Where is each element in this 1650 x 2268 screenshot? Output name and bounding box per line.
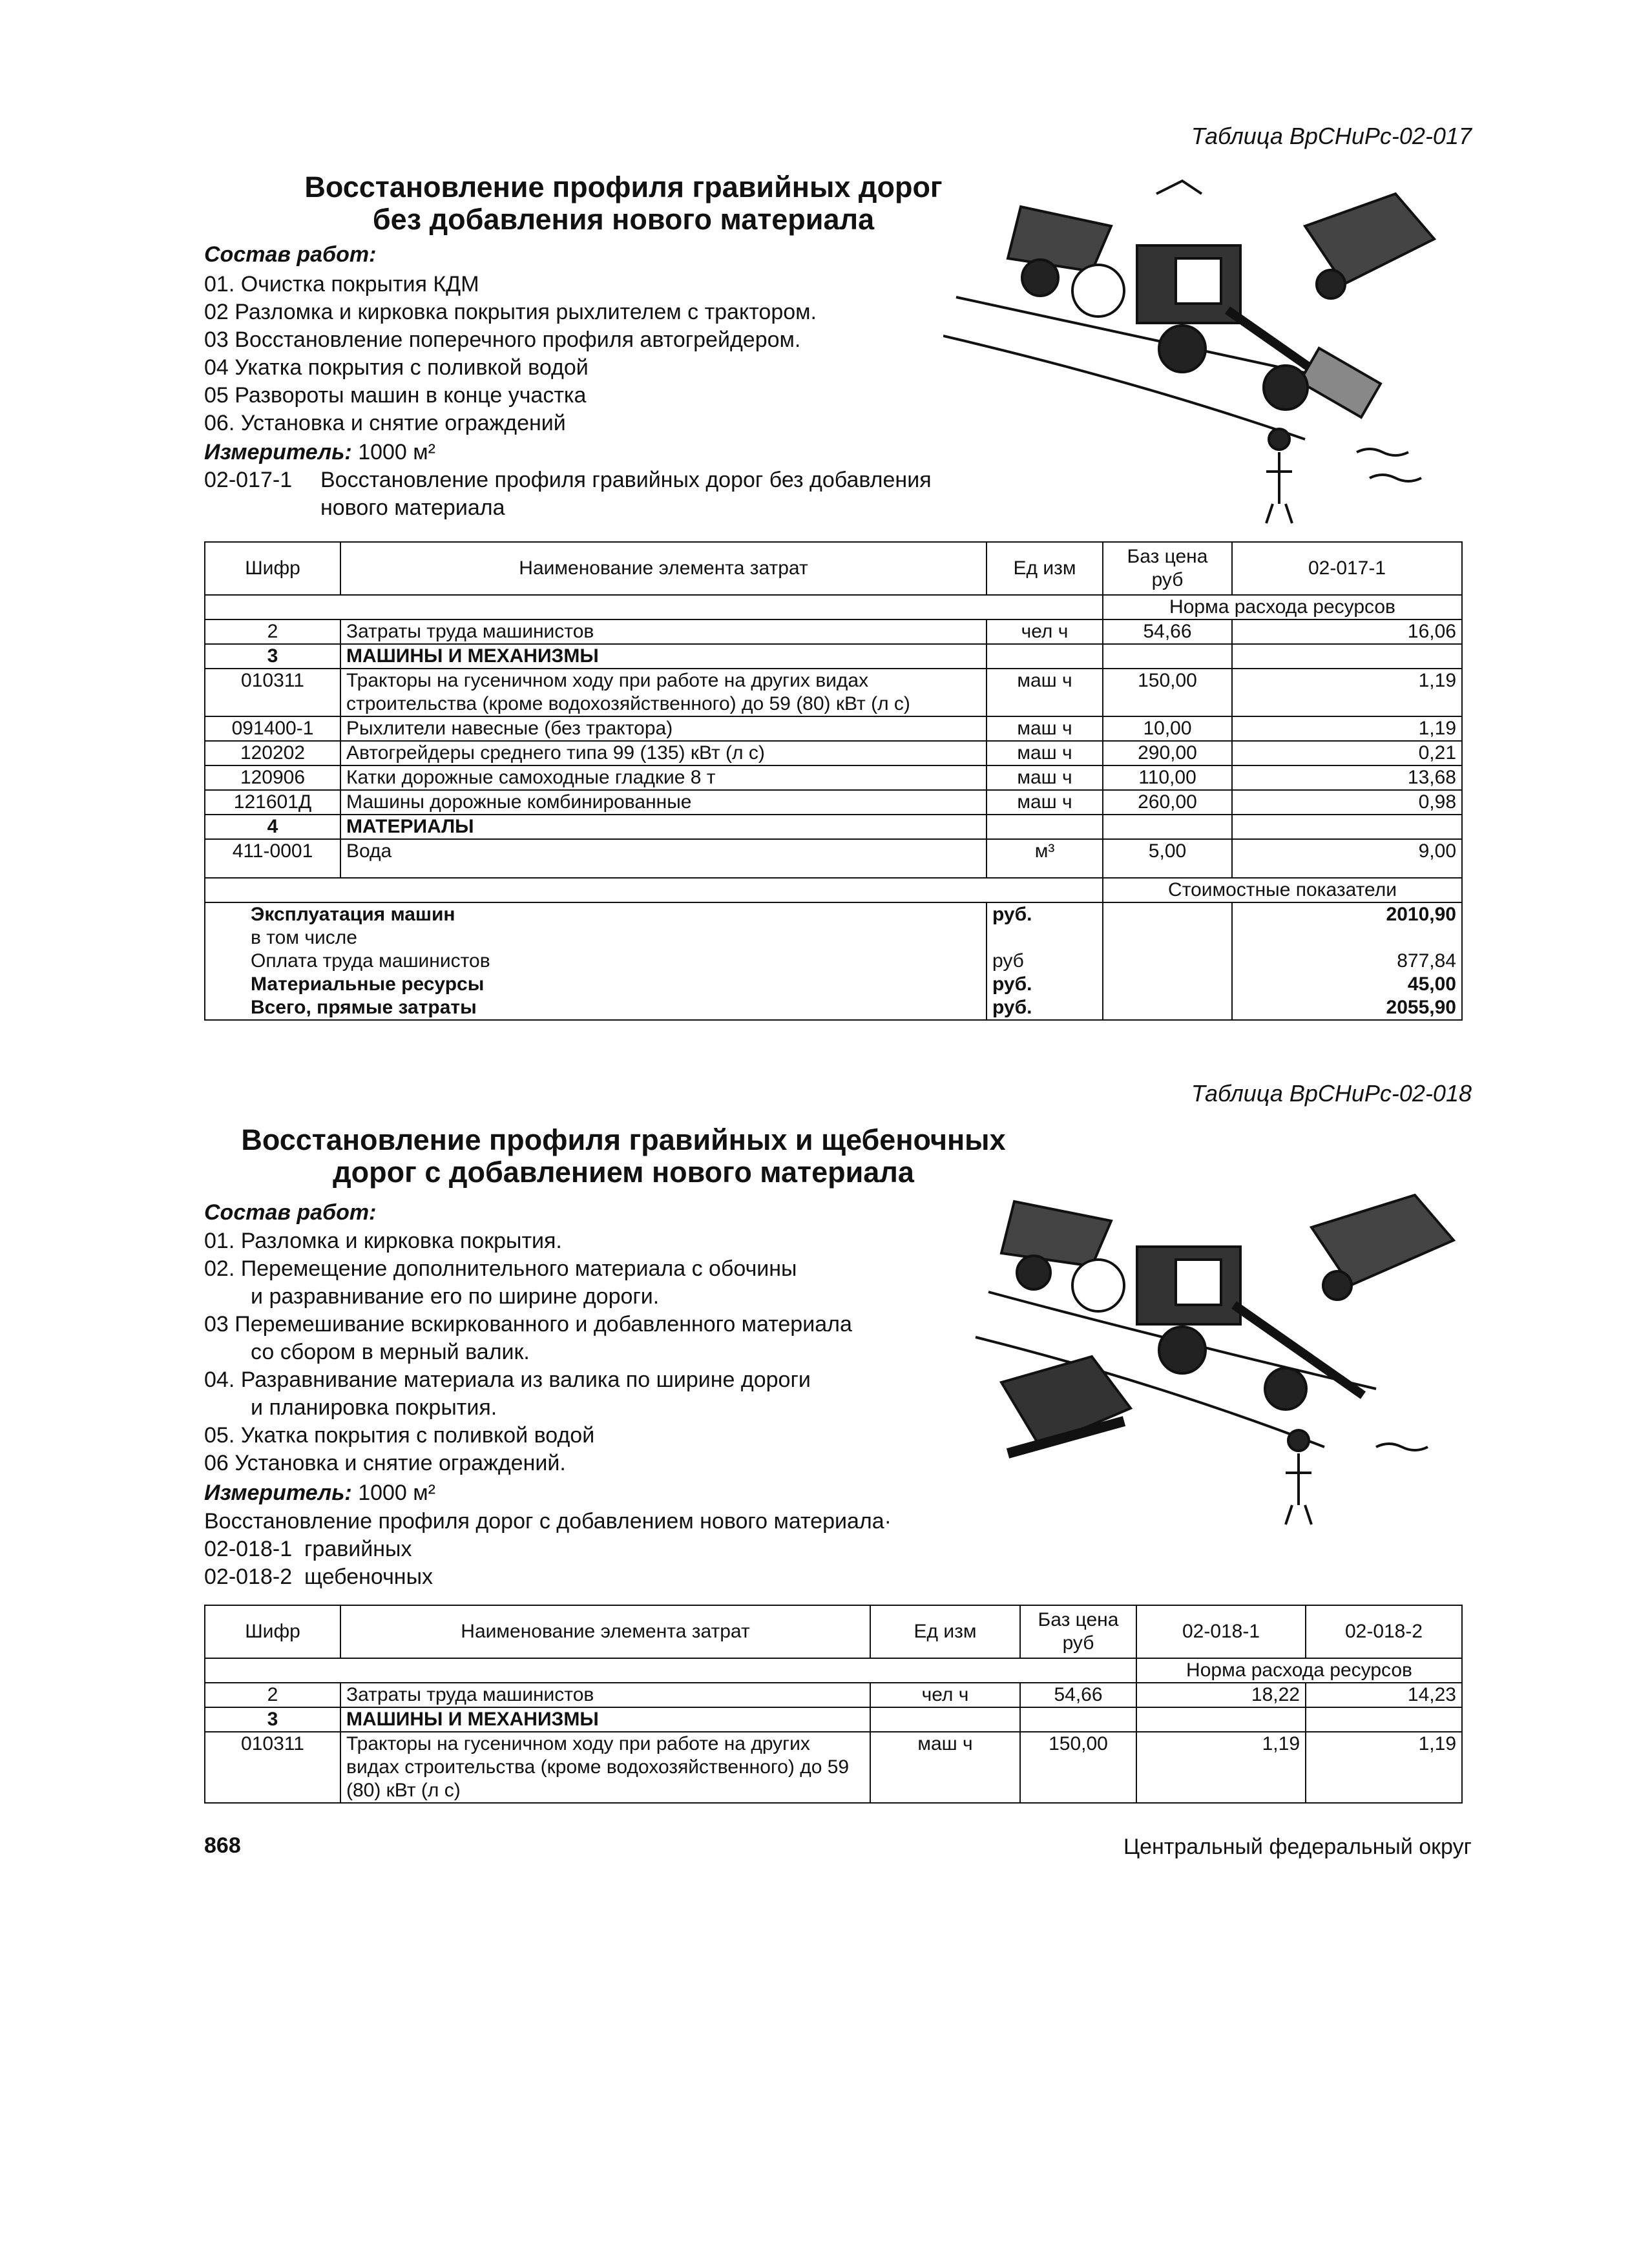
row-value: 1,19 [1306,1732,1462,1803]
row-unit: маш ч [987,741,1103,765]
header-price: Баз цена руб [1020,1605,1136,1658]
spacer-cell [205,1658,1136,1683]
summary-spacer [1103,902,1232,1020]
row-value: 9,00 [1232,839,1462,878]
row-code: 010311 [205,669,340,716]
row-code: 2 [205,1683,340,1707]
row-name: Катки дорожные самоходные гладкие 8 т [340,765,987,790]
section-title [245,171,1001,236]
step: 06 Установка и снятие ограждений. [204,1451,566,1475]
spacer-cell [205,878,1103,902]
row-name: МАШИНЫ И МЕХАНИЗМЫ [340,1707,870,1732]
row-price: 5,00 [1103,839,1232,878]
row-value: 14,23 [1306,1683,1462,1707]
row-code: 010311 [205,1732,340,1803]
footer-region: Центральный федеральный округ [1123,1835,1472,1859]
item-code: 02-017-1 [204,468,293,492]
summary-value: 877,84 [1397,950,1456,972]
row-code: 3 [205,644,340,669]
row-unit: маш ч [987,765,1103,790]
row-price: 110,00 [1103,765,1232,790]
row-name: Вода [340,839,987,878]
row-unit: чел ч [870,1683,1020,1707]
row-value [1306,1707,1462,1732]
step: и разравнивание его по ширине дороги. [251,1284,660,1309]
step: 03 Восстановление поперечного профиля автогрейдером. [204,328,801,352]
norm-label: Норма расхода ресурсов [1136,1658,1462,1683]
step: 04. Разравнивание материала из валика по ширине дороги [204,1368,811,1392]
summary-value: 45,00 [1407,973,1456,995]
item-desc-line: нового материала [320,495,505,520]
header-unit: Ед изм [870,1605,1020,1658]
meter-label: Измеритель: [204,440,352,464]
row-unit: маш ч [987,716,1103,741]
norm-label: Норма расхода ресурсов [1103,595,1462,619]
item-row [204,1535,433,1563]
row-value: 1,19 [1232,669,1462,716]
summary-value: 2055,90 [1386,997,1456,1018]
row-unit: маш ч [987,669,1103,716]
step: 03 Перемешивание вскиркованного и добавленного материала [204,1312,852,1337]
meter-line [204,1479,435,1507]
item-row [204,1563,433,1591]
row-value: 18,22 [1136,1683,1306,1707]
step: 02. Перемещение дополнительного материала с обочины [204,1256,797,1281]
row-price: 260,00 [1103,790,1232,815]
meter-label: Измеритель: [204,1481,352,1505]
resource-table-1 [204,541,1463,1021]
summary-values [1232,902,1462,1020]
row-value [1232,815,1462,839]
cost-label: Стоимостные показатели [1103,878,1462,902]
spacer-cell [205,595,1103,619]
row-name: МАТЕРИАЛЫ [340,815,987,839]
header-col1: 02-017-1 [1232,542,1462,595]
summary-label: Оплата труда машинистов [251,950,490,972]
row-price [1020,1707,1136,1732]
row-code: 120202 [205,741,340,765]
row-name: Затраты труда машинистов [340,1683,870,1707]
row-code: 121601Д [205,790,340,815]
step: и планировка покрытия. [251,1395,497,1420]
summary-value [1238,926,1456,950]
work-steps [204,271,817,437]
summary-label: Всего, прямые затраты [251,997,477,1018]
row-name: Рыхлители навесные (без трактора) [340,716,987,741]
summary-units [987,902,1103,1020]
row-price [1103,815,1232,839]
header-unit: Ед изм [987,542,1103,595]
road-machinery-illustration [963,1176,1492,1537]
row-value: 1,19 [1136,1732,1306,1803]
summary-unit: руб. [992,973,1032,995]
title-line: дорог с добавлением нового материала [333,1156,914,1189]
summary-unit: руб. [992,904,1032,925]
header-name: Наименование элемента затрат [340,1605,870,1658]
page-number: 868 [204,1833,241,1858]
section-title [194,1124,1053,1189]
item-desc: щебеночных [304,1565,433,1589]
item-list [204,1535,433,1591]
row-name: МАШИНЫ И МЕХАНИЗМЫ [340,644,987,669]
row-value [1232,644,1462,669]
title-line: Восстановление профиля гравийных дорог [304,171,943,203]
composition-header: Состав работ: [204,242,377,267]
step: 06. Установка и снятие ограждений [204,411,566,435]
row-price: 54,66 [1020,1683,1136,1707]
step: 01. Очистка покрытия КДМ [204,272,479,297]
row-price: 150,00 [1020,1732,1136,1803]
summary-value: 2010,90 [1386,904,1456,925]
row-value: 13,68 [1232,765,1462,790]
row-code: 091400-1 [205,716,340,741]
title-line: без добавления нового материала [372,203,875,236]
row-value: 0,21 [1232,741,1462,765]
row-code: 2 [205,619,340,644]
row-unit [987,644,1103,669]
resource-table-2 [204,1605,1463,1804]
row-unit: чел ч [987,619,1103,644]
title-line: Восстановление профиля гравийных и щебеночных [241,1123,1006,1156]
table-caption: Таблица ВрСНиРс-02-017 [1191,123,1472,149]
summary-unit [992,926,1097,950]
summary-label: Эксплуатация машин [251,904,455,925]
table-caption: Таблица ВрСНиРс-02-018 [1191,1080,1472,1107]
meter-line [204,439,435,466]
row-code: 3 [205,1707,340,1732]
row-price: 150,00 [1103,669,1232,716]
item-desc-line: Восстановление профиля гравийных дорог без добавления [320,468,932,492]
row-name: Автогрейдеры среднего типа 99 (135) кВт (л с) [340,741,987,765]
row-price: 54,66 [1103,619,1232,644]
item-desc: гравийных [304,1537,412,1561]
work-steps [204,1227,852,1477]
row-price [1103,644,1232,669]
header-price: Баз цена руб [1103,542,1232,595]
step: 05. Укатка покрытия с поливкой водой [204,1423,595,1448]
row-unit [987,815,1103,839]
row-price: 290,00 [1103,741,1232,765]
row-unit [870,1707,1020,1732]
step: 05 Развороты машин в конце участка [204,383,587,408]
row-name: Машины дорожные комбинированные [340,790,987,815]
row-unit: маш ч [870,1732,1020,1803]
item-description [320,466,932,522]
header-col2: 02-018-2 [1306,1605,1462,1658]
row-name: Затраты труда машинистов [340,619,987,644]
step: 04 Укатка покрытия с поливкой водой [204,355,589,380]
row-code: 120906 [205,765,340,790]
row-unit: м³ [987,839,1103,878]
subtitle: Восстановление профиля дорог с добавлением нового материала· [204,1509,892,1534]
item-code: 02-018-2 [204,1565,293,1589]
header-code: Шифр [205,542,340,595]
summary-unit: руб. [992,997,1032,1018]
summary-labels [205,902,987,1020]
summary-label: Материальные ресурсы [251,973,485,995]
step: 01. Разломка и кирковка покрытия. [204,1229,562,1253]
step: со сбором в мерный валик. [251,1340,530,1364]
item-code: 02-018-1 [204,1537,293,1561]
composition-header: Состав работ: [204,1200,377,1225]
row-name: Тракторы на гусеничном ходу при работе на других видах строительства (кроме водохозяйственного) до 59 (80) кВт (л с) [340,1732,870,1803]
summary-label: в том числе [251,927,357,948]
meter-value: 1000 м² [358,1481,435,1505]
row-price: 10,00 [1103,716,1232,741]
row-unit: маш ч [987,790,1103,815]
summary-unit: руб [992,950,1024,972]
meter-value: 1000 м² [358,440,435,464]
header-name: Наименование элемента затрат [340,542,987,595]
row-name: Тракторы на гусеничном ходу при работе на других видах строительства (кроме водохозяйственного) до 59 (80) кВт (л с) [340,669,987,716]
row-code: 411-0001 [205,839,340,878]
header-col1: 02-018-1 [1136,1605,1306,1658]
row-value: 1,19 [1232,716,1462,741]
header-code: Шифр [205,1605,340,1658]
step: 02 Разломка и кирковка покрытия рыхлителем с трактором. [204,300,817,324]
row-value: 0,98 [1232,790,1462,815]
road-machinery-illustration [943,168,1473,530]
row-value: 16,06 [1232,619,1462,644]
row-code: 4 [205,815,340,839]
row-value [1136,1707,1306,1732]
